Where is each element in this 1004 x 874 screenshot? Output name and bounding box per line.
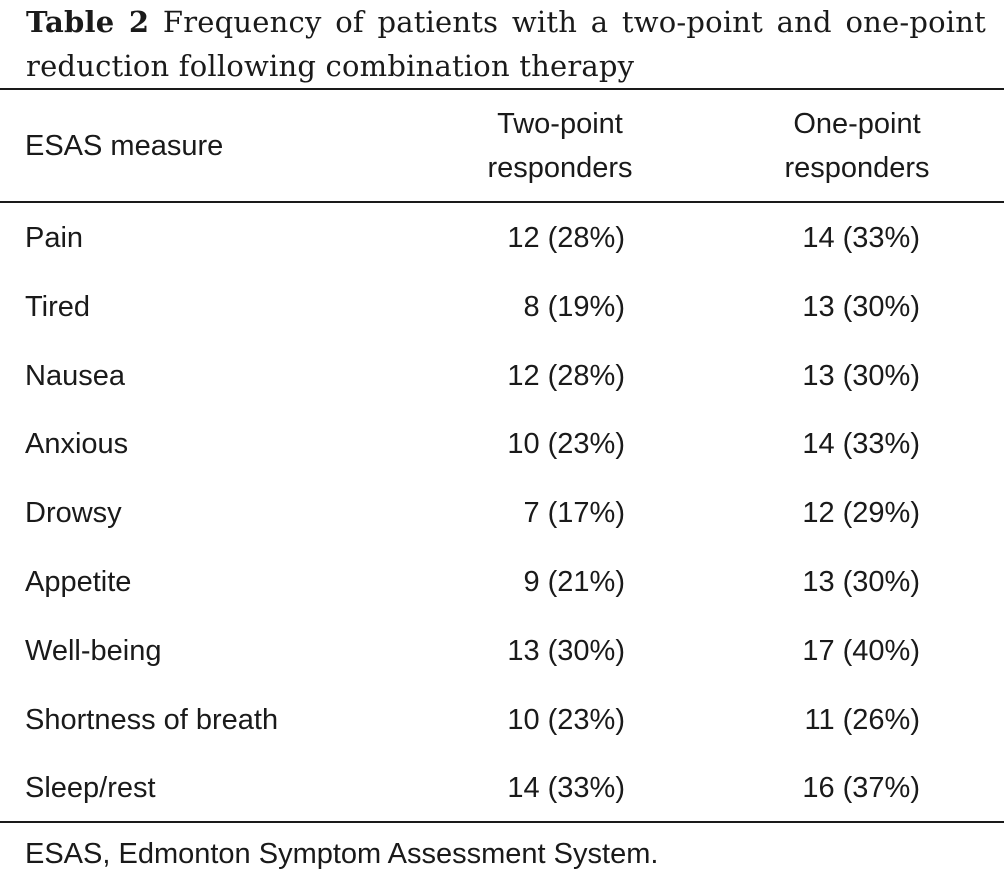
row-measure: Shortness of breath <box>25 703 279 736</box>
row-one-point: 14 (33%) <box>802 222 920 254</box>
table-row <box>0 479 1004 548</box>
row-two-point: 10 (23%) <box>507 428 625 461</box>
row-two-point: 13 (30%) <box>507 634 625 667</box>
row-one-point: 17 (40%) <box>802 634 920 667</box>
row-one-point: 13 (30%) <box>802 566 920 598</box>
row-two-point: 7 (17%) <box>523 497 625 530</box>
header-one-point-responders <box>757 102 957 190</box>
header-one-point-line1: One-point <box>793 108 921 140</box>
row-two-point: 14 (33%) <box>507 772 625 805</box>
row-two-point: 12 (28%) <box>507 359 625 392</box>
table-header-rule <box>0 201 1004 203</box>
table-caption-text: Frequency of patients with a two-point and one-point reduction following combination therapy <box>26 5 986 83</box>
table-row <box>0 686 1004 755</box>
table-row <box>0 204 1004 273</box>
row-two-point: 10 (23%) <box>507 703 625 736</box>
table-row <box>0 273 1004 342</box>
header-two-point-line1: Two-point <box>497 108 623 140</box>
row-one-point: 16 (37%) <box>802 772 920 805</box>
table-top-rule <box>0 88 1004 90</box>
row-one-point: 14 (33%) <box>802 428 920 461</box>
header-two-point-line2: responders <box>487 152 633 184</box>
row-measure: Appetite <box>25 566 132 598</box>
table-caption-label: Table 2 <box>26 5 150 39</box>
row-one-point: 13 (30%) <box>802 290 920 323</box>
row-measure: Well-being <box>25 634 162 667</box>
row-measure: Tired <box>25 290 90 323</box>
row-two-point: 12 (28%) <box>507 222 625 254</box>
row-measure: Drowsy <box>25 497 122 530</box>
row-measure: Anxious <box>25 428 129 461</box>
table-footnote: ESAS, Edmonton Symptom Assessment System. <box>25 838 659 870</box>
table-row <box>0 754 1004 823</box>
table-caption <box>26 0 986 88</box>
header-esas-measure: ESAS measure <box>25 130 224 162</box>
row-two-point: 9 (21%) <box>523 566 625 598</box>
table-row <box>0 548 1004 617</box>
row-one-point: 13 (30%) <box>802 359 920 392</box>
table-row <box>0 410 1004 479</box>
row-one-point: 12 (29%) <box>802 497 920 530</box>
table-row <box>0 342 1004 411</box>
row-measure: Sleep/rest <box>25 772 156 805</box>
row-two-point: 8 (19%) <box>523 290 625 323</box>
table-row <box>0 617 1004 686</box>
header-two-point-responders <box>460 102 660 190</box>
row-measure: Pain <box>25 222 84 254</box>
row-measure: Nausea <box>25 359 125 392</box>
header-one-point-line2: responders <box>784 152 930 184</box>
row-one-point: 11 (26%) <box>804 703 920 736</box>
